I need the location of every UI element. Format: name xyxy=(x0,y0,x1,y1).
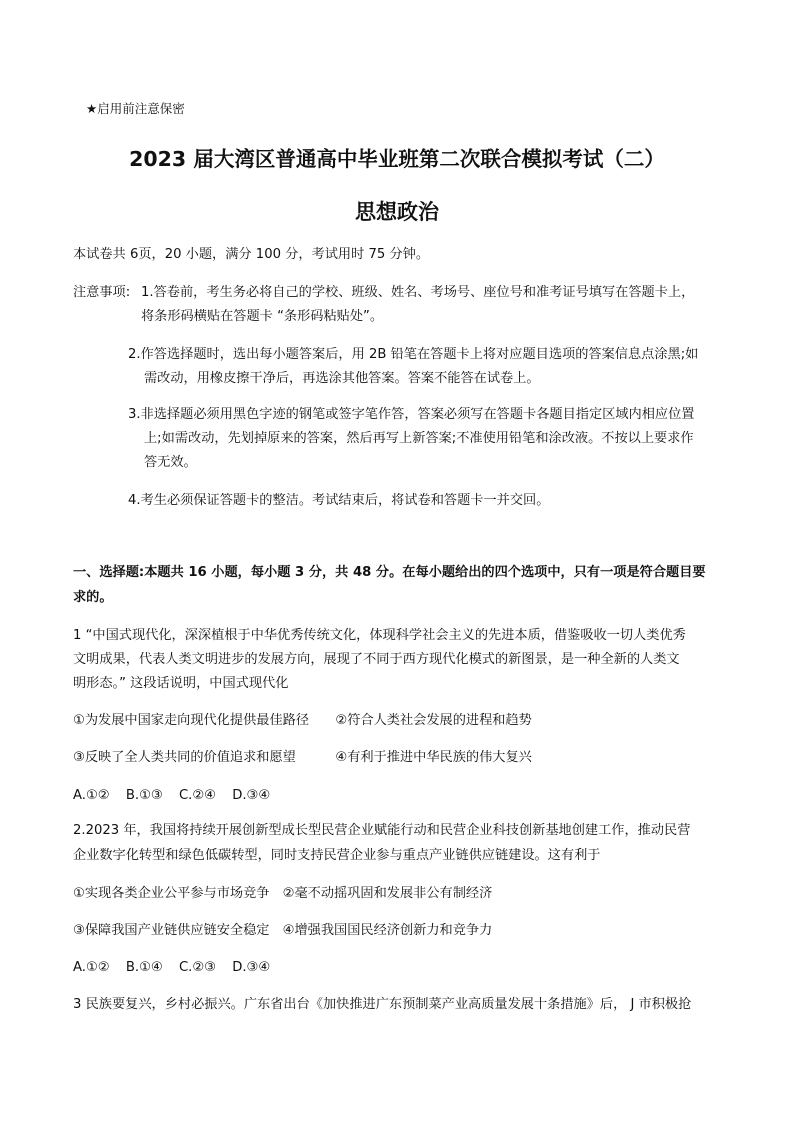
q2-option-d[interactable]: D.③④ xyxy=(232,960,271,975)
note-2-line-1: 2.作答选择题时，选出每小题答案后，用 2B 铅笔在答题卡上将对应题目选项的答案信息点涂黑;如 xyxy=(128,347,699,362)
q1-statements-3-4: ③反映了全人类共同的价值追求和愿望 ④有利于推进中华民族的伟大复兴 xyxy=(73,750,532,765)
q1-option-c[interactable]: C.②④ xyxy=(178,788,216,803)
note-3-line-1: 3.非选择题必须用黑色字迹的钢笔或签字笔作答，答案必须写在答题卡各题目指定区域内相应位置 xyxy=(128,407,695,422)
q1-option-d[interactable]: D.③④ xyxy=(232,788,271,803)
note-4: 4.考生必须保证答题卡的整洁。考试结束后，将试卷和答题卡一并交回。 xyxy=(128,493,550,508)
note-2-line-2: 需改动，用橡皮擦干净后，再选涂其他答案。答案不能答在试卷上。 xyxy=(144,371,540,386)
section-1-heading-line-1: 一、选择题:本题共 16 小题，每小题 3 分，共 48 分。在每小题给出的四个选项中，只有一项是符合题目要 xyxy=(73,565,706,580)
subject-title: 思想政治 xyxy=(355,200,439,224)
exam-intro: 本试卷共 6页，20 小题，满分 100 分，考试用时 75 分钟。 xyxy=(73,247,430,262)
note-1-line-1: 1.答卷前，考生务必将自己的学校、班级、姓名、考场号、座位号和准考证号填写在答题卡上， xyxy=(141,285,695,300)
note-3-line-2: 上;如需改动，先划掉原来的答案，然后再写上新答案;不准使用铅笔和涂改液。不按以上要求作 xyxy=(144,431,694,446)
q2-option-b[interactable]: B.①④ xyxy=(125,960,163,975)
q2-answer-options xyxy=(73,959,282,977)
note-1-line-2: 将条形码横贴在答题卡 “条形码粘贴处”。 xyxy=(141,309,384,324)
q2-stem-line-2: 企业数字化转型和绿色低碳转型，同时支持民营企业参与重点产业链供应链建设。这有利于 xyxy=(73,848,601,863)
q1-stem-line-1: 1 “中国式现代化，深深植根于中华优秀传统文化，体现科学社会主义的先进本质，借鉴吸收一切人类优秀 xyxy=(73,628,686,643)
q2-option-c[interactable]: C.②③ xyxy=(178,960,216,975)
q2-statements-1-2: ①实现各类企业公平参与市场竞争 ②毫不动摇巩固和发展非公有制经济 xyxy=(73,886,493,901)
q1-stem-line-2: 文明成果，代表人类文明进步的发展方向，展现了不同于西方现代化模式的新图景，是一种全新的人类文 xyxy=(73,652,680,667)
q1-statements-1-2: ①为发展中国家走向现代化提供最佳路径 ②符合人类社会发展的进程和趋势 xyxy=(73,713,532,728)
q2-statements-3-4: ③保障我国产业链供应链安全稳定 ④增强我国国民经济创新力和竞争力 xyxy=(73,923,493,938)
q1-answer-options xyxy=(73,787,282,805)
q3-stem-line-1: 3 民族要复兴，乡村必振兴。广东省出台《加快推进广东预制菜产业高质量发展十条措施》后， J 市积极抢 xyxy=(73,997,692,1012)
confidential-mark: ★启用前注意保密 xyxy=(86,101,185,116)
q2-stem-line-1: 2.2023 年，我国将持续开展创新型成长型民营企业赋能行动和民营企业科技创新基地创建工作，推动民营 xyxy=(73,823,691,838)
q2-option-a[interactable]: A.①② xyxy=(73,960,110,975)
q1-option-a[interactable]: A.①② xyxy=(73,788,110,803)
q1-stem-line-3: 明形态。” 这段话说明，中国式现代化 xyxy=(73,676,289,691)
section-1-heading-line-2: 求的。 xyxy=(73,590,113,605)
exam-title: 2023 届大湾区普通高中毕业班第二次联合模拟考试（二） xyxy=(129,147,665,171)
note-3-line-3: 答无效。 xyxy=(144,455,197,470)
notes-label: 注意事项: xyxy=(73,285,131,300)
q1-option-b[interactable]: B.①③ xyxy=(125,788,163,803)
